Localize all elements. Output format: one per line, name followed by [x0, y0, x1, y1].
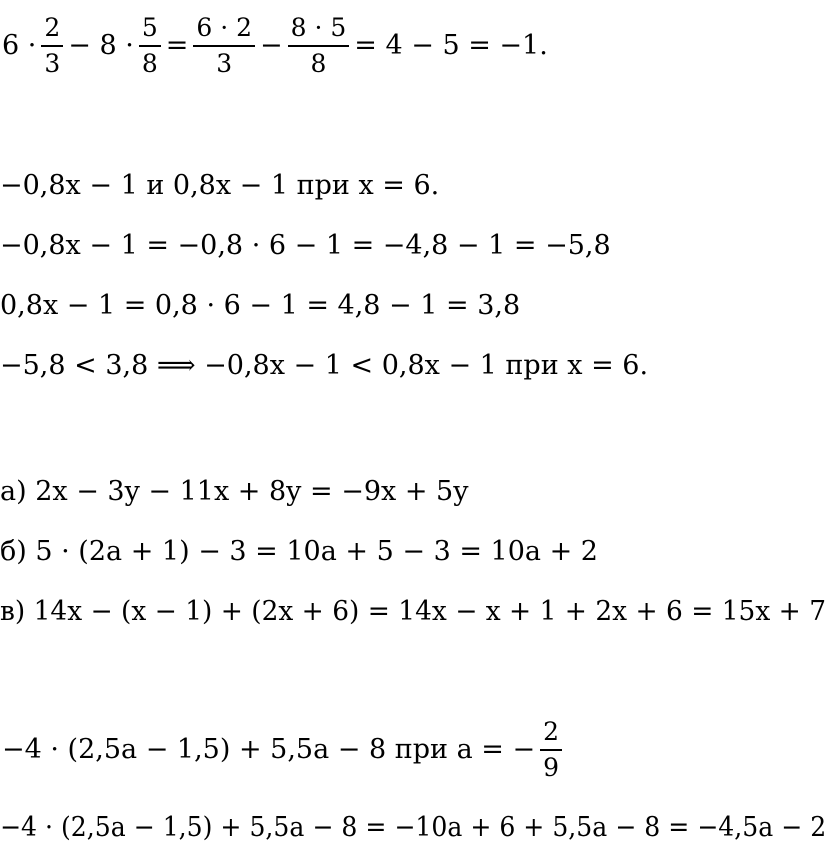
calc-line-positive: 0,8x − 1 = 0,8 · 6 − 1 = 4,8 − 1 = 3,8	[0, 290, 521, 321]
expr-part: 6 ·	[2, 30, 37, 61]
simplify-b: б) 5 · (2a + 1) − 3 = 10a + 5 − 3 = 10a + 2	[0, 536, 598, 567]
expression-fractions	[0, 10, 550, 82]
calc-line-negative: −0,8x − 1 = −0,8 · 6 − 1 = −4,8 − 1 = −5,8	[0, 230, 611, 261]
expr-part: − 8 ·	[68, 30, 134, 61]
fraction-numerator: 5	[139, 13, 161, 47]
expr-part: = 4 − 5 = −1.	[354, 30, 548, 61]
fraction-denominator: 8	[310, 49, 327, 78]
fraction-denominator: 3	[44, 49, 61, 78]
comparison-conclusion: −5,8 < 3,8 ⟹ −0,8x − 1 < 0,8x − 1 при x = 6.	[0, 350, 649, 381]
fraction-numerator: 6 · 2	[193, 13, 255, 47]
fraction	[41, 13, 63, 79]
simplify-a: а) 2x − 3y − 11x + 8y = −9x + 5y	[0, 476, 469, 507]
expression-simplified: −4 · (2,5a − 1,5) + 5,5a − 8 = −10a + 6 + 5,5a − 8 = −4,5a − 2	[0, 812, 827, 843]
fraction	[540, 717, 562, 783]
fraction-numerator: 2	[540, 717, 562, 751]
expr-part: −	[260, 30, 283, 61]
comparison-statement: −0,8x − 1 и 0,8x − 1 при x = 6.	[0, 170, 440, 201]
fraction-numerator: 2	[41, 13, 63, 47]
expr-part: −4 · (2,5a − 1,5) + 5,5a − 8 при a = −	[2, 734, 536, 765]
fraction-denominator: 9	[543, 753, 560, 782]
simplify-c: в) 14x − (x − 1) + (2x + 6) = 14x − x + 1 + 2x + 6 = 15x + 7	[0, 596, 827, 627]
expression-with-value	[0, 714, 565, 786]
fraction-numerator: 8 · 5	[288, 13, 350, 47]
fraction-denominator: 3	[216, 49, 233, 78]
expr-part: =	[165, 30, 189, 61]
fraction	[288, 13, 350, 79]
fraction-denominator: 8	[141, 49, 158, 78]
fraction	[193, 13, 255, 79]
fraction	[139, 13, 161, 79]
